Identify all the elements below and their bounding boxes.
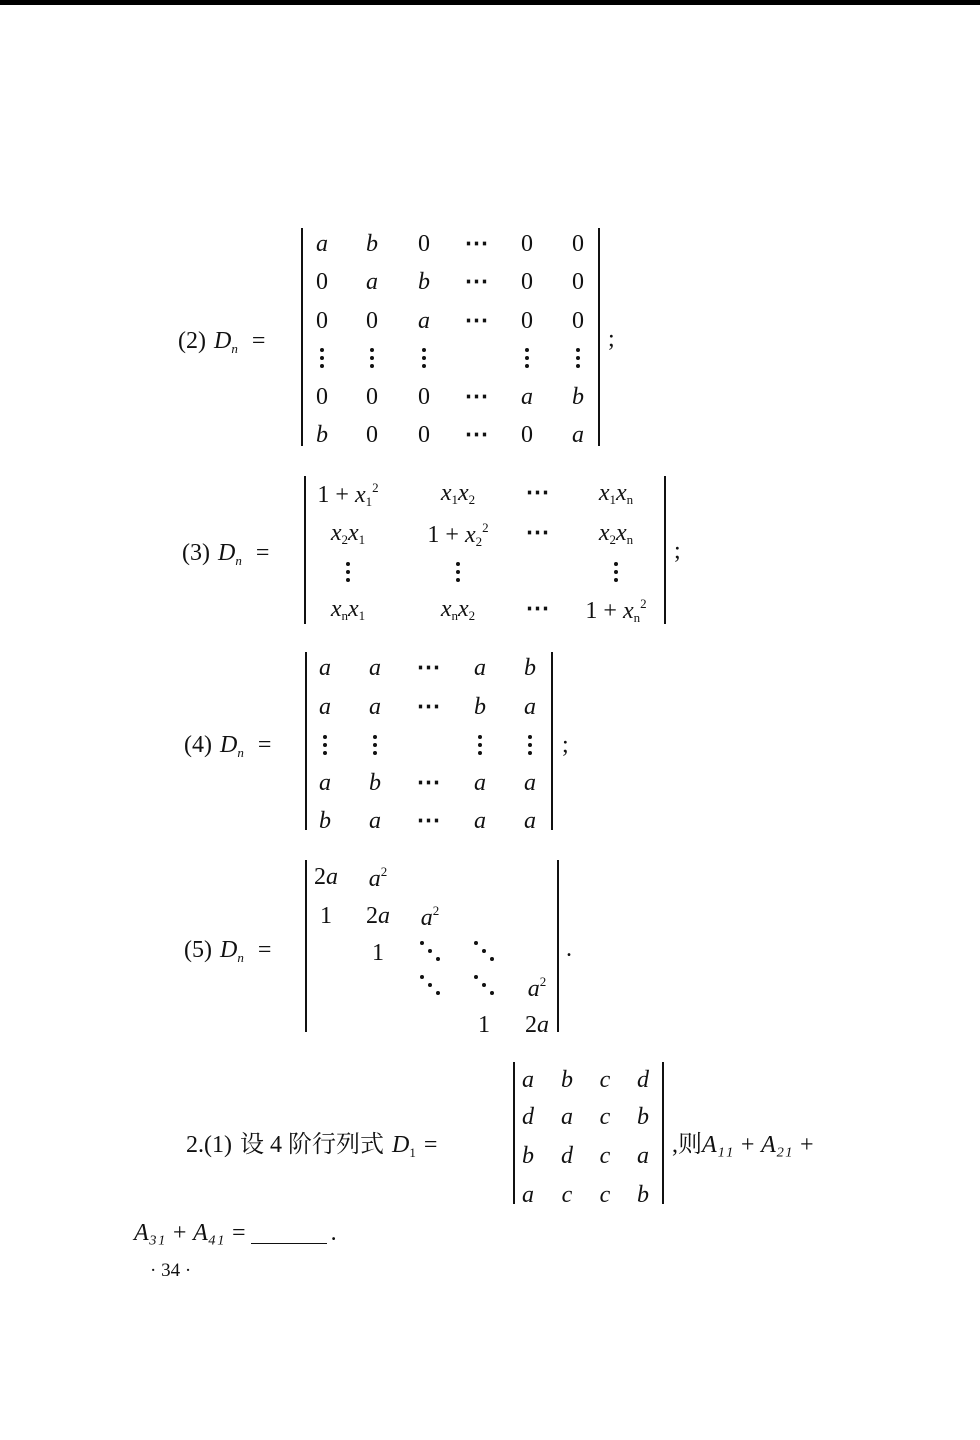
matrix-entry: 0 xyxy=(572,231,584,257)
matrix-entry: a xyxy=(369,808,381,834)
matrix-entry: b xyxy=(522,1143,534,1169)
matrix-entry: 0 xyxy=(316,384,328,410)
problem-label: (2) $D_n$ = xyxy=(178,328,266,356)
horizontal-ellipsis: ⋯ xyxy=(464,269,488,295)
matrix-entry: a xyxy=(319,770,331,796)
det-left-bar xyxy=(513,1062,515,1204)
problem-label: (5) $D_n$ = xyxy=(184,937,272,965)
matrix-entry: 0 xyxy=(366,384,378,410)
matrix-entry: $x_nx_2$ xyxy=(440,596,476,623)
matrix-entry: a xyxy=(474,770,486,796)
matrix-entry: a xyxy=(522,1067,534,1093)
matrix-entry: 0 xyxy=(316,269,328,295)
matrix-entry: b xyxy=(474,694,486,720)
horizontal-ellipsis: ⋯ xyxy=(416,808,440,834)
matrix-entry: 0 xyxy=(366,308,378,334)
matrix-entry: 0 xyxy=(572,308,584,334)
horizontal-ellipsis: ⋯ xyxy=(464,384,488,410)
matrix-entry: 0 xyxy=(418,231,430,257)
matrix-entry: 1 xyxy=(320,903,332,929)
matrix-entry: a xyxy=(369,655,381,681)
horizontal-ellipsis: ⋯ xyxy=(464,308,488,334)
horizontal-ellipsis: ⋯ xyxy=(464,231,488,257)
vertical-ellipsis xyxy=(456,562,460,586)
matrix-entry: a xyxy=(418,308,430,334)
matrix-entry: a xyxy=(369,694,381,720)
matrix-entry: $1 + x_n^2$ xyxy=(585,596,647,625)
question-intro: 2.(1) 设 4 阶行列式 $D_1$ = xyxy=(186,1132,438,1160)
det-right-bar xyxy=(598,228,600,446)
matrix-entry: d xyxy=(522,1104,534,1130)
matrix-entry: 0 xyxy=(366,422,378,448)
det-left-bar xyxy=(305,860,307,1032)
matrix-entry: a xyxy=(474,808,486,834)
matrix-entry: a xyxy=(521,384,533,410)
matrix-entry: b xyxy=(319,808,331,834)
vertical-ellipsis xyxy=(525,348,529,372)
det-right-bar xyxy=(551,652,553,830)
horizontal-ellipsis: ⋯ xyxy=(416,770,440,796)
vertical-ellipsis xyxy=(323,735,327,759)
det-left-bar xyxy=(305,652,307,830)
matrix-entry: c xyxy=(561,1182,573,1208)
diagonal-ellipsis xyxy=(472,973,496,997)
top-rule xyxy=(0,0,980,5)
diagonal-ellipsis xyxy=(418,939,442,963)
matrix-entry: b xyxy=(316,422,328,448)
page-number: · 34 · xyxy=(150,1260,192,1281)
matrix-entry: $1 + x_1^2$ xyxy=(317,480,379,509)
matrix-entry: 0 xyxy=(521,422,533,448)
matrix-entry: a xyxy=(319,655,331,681)
horizontal-ellipsis: ⋯ xyxy=(416,655,440,681)
matrix-entry: b xyxy=(561,1067,573,1093)
horizontal-ellipsis: ⋯ xyxy=(464,422,488,448)
matrix-entry: $x_2x_1$ xyxy=(330,520,366,547)
det-left-bar xyxy=(304,476,306,624)
matrix-entry: a xyxy=(524,694,536,720)
matrix-entry: $1 + x_2^2$ xyxy=(427,520,489,549)
matrix-entry: a xyxy=(474,655,486,681)
matrix-entry: c xyxy=(599,1067,611,1093)
matrix-entry: b xyxy=(524,655,536,681)
vertical-ellipsis xyxy=(373,735,377,759)
vertical-ellipsis xyxy=(528,735,532,759)
matrix-entry: 0 xyxy=(521,231,533,257)
det-left-bar xyxy=(301,228,303,446)
matrix-entry: c xyxy=(599,1143,611,1169)
matrix-entry: a xyxy=(316,231,328,257)
vertical-ellipsis xyxy=(370,348,374,372)
matrix-entry: $x_1x_2$ xyxy=(440,480,476,507)
end-punctuation: . xyxy=(566,936,572,962)
matrix-entry: b xyxy=(637,1104,649,1130)
matrix-entry: a xyxy=(366,269,378,295)
vertical-ellipsis xyxy=(320,348,324,372)
problem-label: (4) $D_n$ = xyxy=(184,732,272,760)
horizontal-ellipsis: ⋯ xyxy=(416,694,440,720)
det-right-bar xyxy=(557,860,559,1032)
matrix-entry: 0 xyxy=(418,422,430,448)
det-right-bar xyxy=(664,476,666,624)
vertical-ellipsis xyxy=(478,735,482,759)
matrix-entry: c xyxy=(599,1182,611,1208)
matrix-entry: 1 xyxy=(372,940,384,966)
matrix-entry: a xyxy=(572,422,584,448)
diagonal-ellipsis xyxy=(418,973,442,997)
matrix-entry: $a^2$ xyxy=(368,864,388,892)
matrix-entry: b xyxy=(572,384,584,410)
vertical-ellipsis xyxy=(576,348,580,372)
horizontal-ellipsis: ⋯ xyxy=(525,520,549,546)
matrix-entry: $x_nx_1$ xyxy=(330,596,366,623)
matrix-entry: 2a xyxy=(366,903,390,929)
matrix-entry: $a^2$ xyxy=(527,974,547,1002)
matrix-entry: b xyxy=(366,231,378,257)
matrix-entry: $a^2$ xyxy=(420,903,440,931)
matrix-entry: $x_2x_n$ xyxy=(598,520,634,547)
matrix-entry: a xyxy=(524,808,536,834)
matrix-entry: 0 xyxy=(521,308,533,334)
matrix-entry: 0 xyxy=(521,269,533,295)
matrix-entry: 0 xyxy=(316,308,328,334)
matrix-entry: $x_1x_n$ xyxy=(598,480,634,507)
matrix-entry: b xyxy=(369,770,381,796)
horizontal-ellipsis: ⋯ xyxy=(525,596,549,622)
vertical-ellipsis xyxy=(422,348,426,372)
end-punctuation: ; xyxy=(608,326,615,352)
matrix-entry: 0 xyxy=(418,384,430,410)
matrix-entry: 2a xyxy=(525,1012,549,1038)
cofactor-sum-line2: A₃₁ + A₄₁ = . xyxy=(134,1220,337,1246)
end-punctuation: ; xyxy=(674,538,681,564)
matrix-entry: a xyxy=(561,1104,573,1130)
cofactor-sum-line1: ,则A₁₁ + A₂₁ + xyxy=(672,1132,815,1158)
matrix-entry: c xyxy=(599,1104,611,1130)
vertical-ellipsis xyxy=(346,562,350,586)
matrix-entry: d xyxy=(637,1067,649,1093)
matrix-entry: b xyxy=(637,1182,649,1208)
matrix-entry: a xyxy=(637,1143,649,1169)
problem-label: (3) $D_n$ = xyxy=(182,540,270,568)
horizontal-ellipsis: ⋯ xyxy=(525,480,549,506)
matrix-entry: b xyxy=(418,269,430,295)
vertical-ellipsis xyxy=(614,562,618,586)
matrix-entry: 0 xyxy=(572,269,584,295)
diagonal-ellipsis xyxy=(472,939,496,963)
matrix-entry: 1 xyxy=(478,1012,490,1038)
det-right-bar xyxy=(662,1062,664,1204)
answer-blank xyxy=(251,1243,327,1244)
matrix-entry: a xyxy=(524,770,536,796)
matrix-entry: 2a xyxy=(314,864,338,890)
matrix-entry: a xyxy=(522,1182,534,1208)
end-punctuation: ; xyxy=(562,732,569,758)
matrix-entry: a xyxy=(319,694,331,720)
matrix-entry: d xyxy=(561,1143,573,1169)
